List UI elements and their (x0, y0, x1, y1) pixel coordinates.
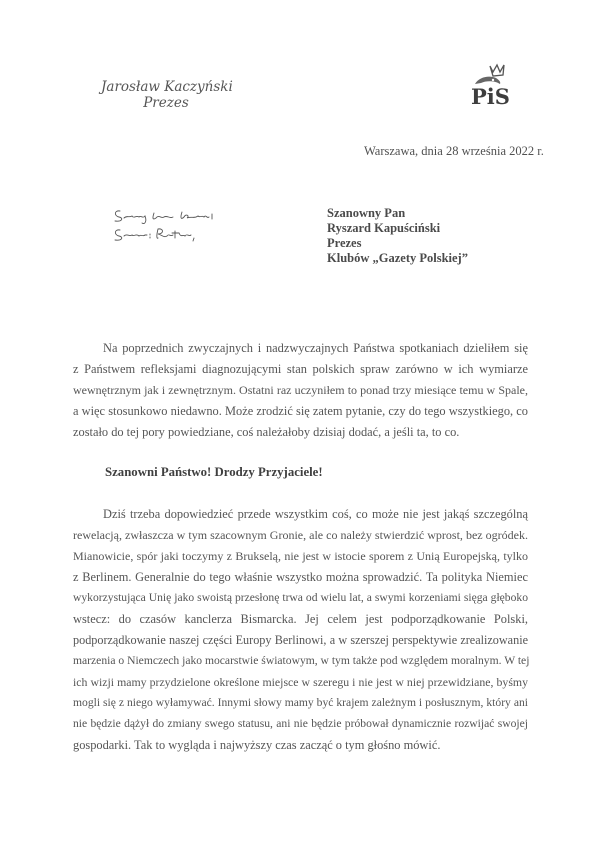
paragraph-1-line: zostało do tej pory powiedziane, coś należałoby dzisiaj dodać, a jeśli ta, to co. (73, 425, 460, 439)
recipient-line-1: Szanowny Pan (327, 206, 406, 220)
section-heading: Szanowni Państwo! Drodzy Przyjaciele! (105, 465, 323, 479)
paragraph-2-line: ich wizji mamy przydzielone określone miejsce w szeregu i nie jest w niej przewidziane, byśmy (73, 675, 528, 689)
logo-text: PiS (471, 84, 510, 108)
paragraph-1-line: wewnętrznym jak i zewnętrznym. Ostatni raz uczyniłem to ponad trzy miesiące temu w Spale, (73, 383, 528, 397)
paragraph-2-line: z Berlinem. Generalnie do tego właśnie wszystko można sprowadzić. Ta polityka Niemiec (73, 570, 528, 584)
date-line: Warszawa, dnia 28 września 2022 r. (364, 144, 544, 158)
eagle-crown-logo-icon (463, 62, 523, 108)
paragraph-2-line: marzenia o Niemczech jako mocarstwie światowym, w tym także pod względem moralnym. W tej (73, 654, 530, 667)
paragraph-2-line: Dziś trzeba dopowiedzieć przede wszystkim coś, co może nie jest jakąś szczególną (103, 507, 528, 521)
paragraph-1-line: z Państwem refleksjami diagnozującymi stan polskich spraw zarówno w ich wymiarze (73, 362, 528, 376)
paragraph-2-line: Mianowicie, spór jaki toczymy z Brukselą, nie jest w istocie sporem z Unią Europejską, tylko (73, 549, 528, 563)
paragraph-1-line: a więc stosunkowo niedawno. Może zrodzić się zatem pytanie, czy do tego wszystkiego, co (73, 404, 528, 418)
handwriting-signature-icon (112, 205, 282, 245)
paragraph-1-line: Na poprzednich zwyczajnych i nadzwyczajnych Państwa spotkaniach dzieliłem się (103, 341, 528, 355)
sender-title: Prezes (143, 95, 189, 111)
paragraph-2-line: rewelacją, zwłaszcza w tym szacownym Gronie, ale co należy stwierdzić wprost, bez ogródek. (73, 528, 528, 542)
paragraph-2-line: mogli się z niego wyłamywać. Innymi słowy mamy być krajem zależnym i posłusznym, który ani (73, 696, 528, 709)
sender-name: Jarosław Kaczyński (101, 79, 233, 95)
paragraph-2-line: nie będzie dążył do zmiany swego statusu, ani nie będzie próbował dynamicznie rozwijać swojej (73, 717, 528, 730)
paragraph-2-line: wykorzystująca Unię jako swoistą przesłonę trwa od wielu lat, a swymi korzeniami sięga głęboko (73, 591, 528, 604)
paragraph-2-line: gospodarki. Tak to wygląda i najwyższy czas zacząć o tym głośno mówić. (73, 738, 441, 752)
handwritten-salutation (112, 205, 282, 245)
recipient-title: Prezes (327, 236, 362, 250)
pis-logo (463, 62, 523, 108)
paragraph-2-line: wstecz: do czasów kanclerza Bismarcka. Jej celem jest podporządkowanie Polski, (73, 612, 528, 626)
paragraph-2-line: podporządkowanie naszej części Europy Berlinowi, a w szerszej perspektywie zrealizowanie (73, 633, 528, 647)
recipient-organization: Klubów „Gazety Polskiej” (327, 251, 468, 265)
recipient-name: Ryszard Kapuściński (327, 221, 441, 235)
